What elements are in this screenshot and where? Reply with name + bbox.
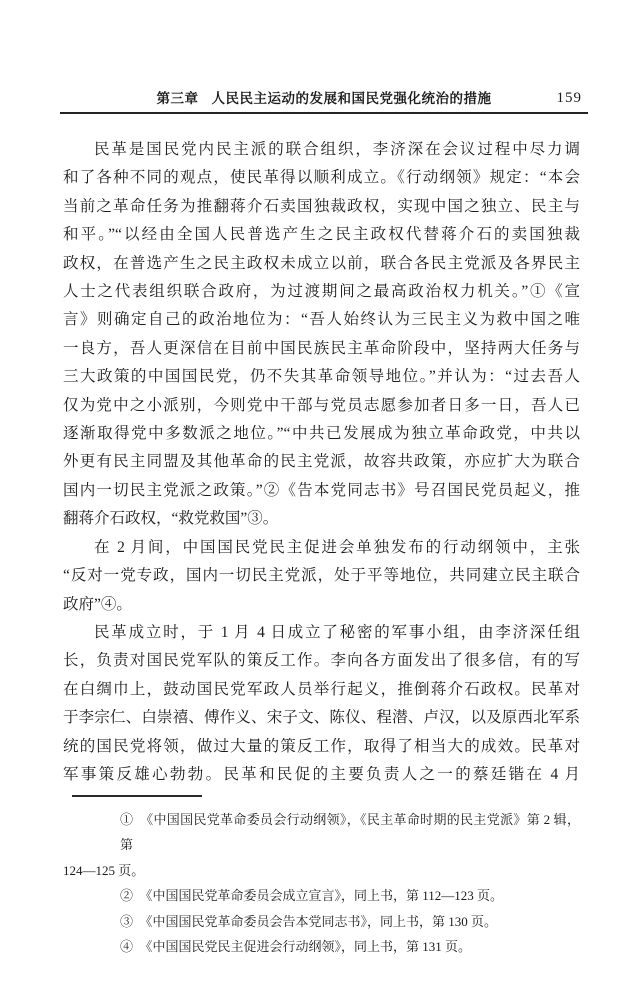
text-line: 当前之革命任务为推翻蒋介石卖国独裁政权，实现中国之独立、民主与 (63, 197, 580, 215)
text-line: ① 《中国国民党革命委员会行动纲领》，《民主革命时期的民主党派》第 2 辑，第 (120, 812, 580, 853)
text-line: ② 《中国国民党革命委员会成立宣言》，同上书，第 112—123 页。 (120, 888, 504, 904)
text-line: 在白绸巾上，鼓动国民党军政人员举行起义，推倒蒋介石政权。民革对 (63, 680, 580, 698)
text-line: 民革成立时，于 1 月 4 日成立了秘密的军事小组，由李济深任组 (94, 623, 580, 641)
text-line: “反对一党专政，国内一切民主党派，处于平等地位，共同建立民主联合 (63, 567, 580, 585)
text-line: 逐渐取得党中多数派之地位。”“中共已发展成为独立革命政党，中共以 (63, 425, 580, 443)
text-line: 124—125 页。 (63, 862, 145, 878)
text-line: 外更有民主同盟及其他革命的民主党派，故容共政策，亦应扩大为联合 (63, 453, 580, 471)
text-line: 言》则确定自己的政治地位为：“吾人始终认为三民主义为救中国之唯 (63, 311, 580, 329)
text-line: 三大政策的中国国民党，仍不失其革命领导地位。”并认为：“过去吾人 (63, 368, 580, 386)
header-title (60, 87, 588, 107)
text-line: 在 2 月间，中国国民党民主促进会单独发布的行动纲领中，主张 (94, 538, 580, 556)
body-text (63, 136, 580, 789)
text-line: 和了各种不同的观点，使民革得以顺利成立。《行动纲领》规定：“本会 (63, 169, 580, 187)
text-line: ③ 《中国国民党革命委员会告本党同志书》，同上书，第 130 页。 (120, 913, 498, 929)
text-line: 民革是国民党内民主派的联合组织，李济深在会议过程中尽力调 (94, 141, 580, 158)
footnote-list (63, 807, 580, 959)
text-line: 于李宗仁、白崇禧、傅作义、宋子文、陈仪、程潜、卢汉，以及原西北军系 (63, 709, 580, 727)
text-line: 政权，在普选产生之民主政权未成立以前，联合各民主党派及各界民主 (63, 254, 580, 272)
text-line: 国内一切民主党派之政策。”②《告本党同志书》号召国民党员起义，推 (63, 481, 580, 499)
text-line: 政府”④。 (63, 595, 132, 613)
text-line: 仅为党中之小派别，今则党中干部与党员志愿参加者日多一日，吾人已 (63, 396, 580, 414)
footnote-divider (72, 795, 202, 797)
text-line: ④ 《中国国民党民主促进会行动纲领》，同上书，第 131 页。 (120, 939, 472, 955)
text-line: 一良方，吾人更深信在目前中国民族民主革命阶段中，坚持两大任务与 (63, 339, 580, 357)
text-line: 翻蒋介石政权，“救党救国”③。 (63, 510, 279, 528)
chapter-title: 人民民主运动的发展和国民党强化统治的措施 (211, 91, 492, 106)
text-line: 军事策反雄心勃勃。民革和民促的主要负责人之一的蔡廷锴在 4 月 (63, 765, 580, 783)
page-number: 159 (556, 90, 582, 106)
text-line: 统的国民党将领，做过大量的策反工作，取得了相当大的成效。民革对 (63, 737, 580, 755)
text-line: 长，负责对国民党军队的策反工作。李向各方面发出了很多信，有的写 (63, 652, 580, 670)
running-header (60, 86, 588, 114)
chapter-label: 第三章 (156, 91, 199, 106)
text-line: 和平。”“以经由全国人民普选产生之民主政权代替蒋介石的卖国独裁 (63, 226, 580, 244)
text-line: 人士之代表组织联合政府，为过渡期间之最高政治权力机关。”①《宣 (63, 283, 580, 301)
